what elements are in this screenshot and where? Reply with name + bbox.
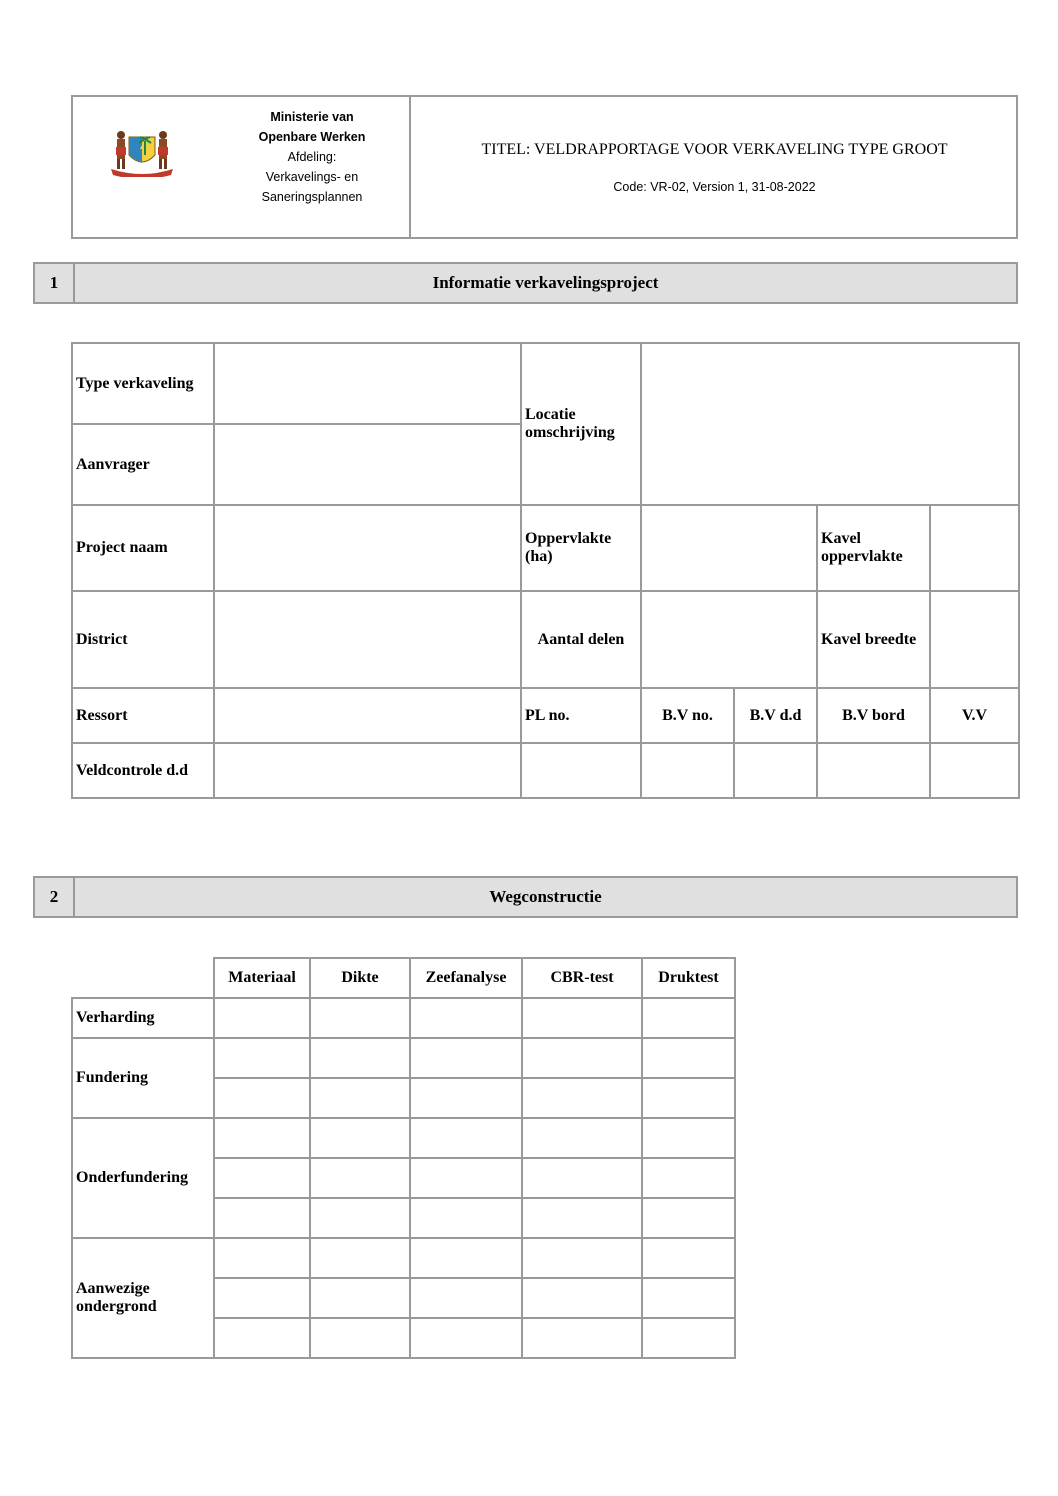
document-code: Code: VR-02, Version 1, 31-08-2022 bbox=[613, 180, 816, 194]
table-cell[interactable] bbox=[214, 1078, 310, 1118]
table-cell[interactable] bbox=[214, 1198, 310, 1238]
table-cell[interactable] bbox=[214, 1238, 310, 1278]
table-cell[interactable] bbox=[522, 1238, 642, 1278]
label-oppervlakte: Oppervlakte (ha) bbox=[521, 505, 641, 591]
column-header: Druktest bbox=[642, 958, 735, 998]
row-label-verharding: Verharding bbox=[72, 998, 214, 1038]
ministry-line: Afdeling: bbox=[287, 150, 337, 164]
label-bv-dd: B.V d.d bbox=[734, 688, 817, 743]
ministry-name bbox=[241, 107, 383, 207]
table-cell[interactable] bbox=[642, 1158, 735, 1198]
table-cell[interactable] bbox=[642, 1198, 735, 1238]
table-cell[interactable] bbox=[214, 1158, 310, 1198]
table-cell[interactable] bbox=[410, 1118, 522, 1158]
row-label-fundering: Fundering bbox=[72, 1038, 214, 1118]
ministry-line: Ministerie van bbox=[270, 110, 354, 124]
table-cell[interactable] bbox=[642, 1238, 735, 1278]
table-cell[interactable] bbox=[214, 998, 310, 1038]
label-locatie: Locatie omschrijving bbox=[521, 343, 641, 505]
table-cell[interactable] bbox=[522, 1158, 642, 1198]
table-cell[interactable] bbox=[410, 1318, 522, 1358]
field-kavel-breedte[interactable] bbox=[930, 591, 1019, 688]
label-vv: V.V bbox=[930, 688, 1019, 743]
section-number: 2 bbox=[35, 878, 75, 916]
field-project-naam[interactable] bbox=[214, 505, 521, 591]
column-header: Dikte bbox=[310, 958, 410, 998]
label-bv-no: B.V no. bbox=[641, 688, 734, 743]
label-type-verkaveling: Type verkaveling bbox=[72, 343, 214, 424]
field-bv-bord[interactable] bbox=[817, 743, 930, 798]
field-aanvrager[interactable] bbox=[214, 424, 521, 505]
field-oppervlakte[interactable] bbox=[641, 505, 817, 591]
table-cell[interactable] bbox=[522, 1078, 642, 1118]
label-pl-no: PL no. bbox=[521, 688, 641, 743]
table-cell[interactable] bbox=[410, 1078, 522, 1118]
table-cell[interactable] bbox=[522, 1118, 642, 1158]
field-pl-no[interactable] bbox=[521, 743, 641, 798]
coat-of-arms-icon bbox=[107, 125, 177, 177]
table-cell[interactable] bbox=[410, 1038, 522, 1078]
table-cell[interactable] bbox=[410, 1198, 522, 1238]
ministry-line: Verkavelings- en bbox=[265, 170, 359, 184]
table-cell[interactable] bbox=[310, 998, 410, 1038]
table-cell[interactable] bbox=[310, 1038, 410, 1078]
row-label-aanwezige-ondergrond: Aanwezige ondergrond bbox=[72, 1238, 214, 1358]
section-title: Wegconstructie bbox=[489, 887, 602, 906]
column-header: Zeefanalyse bbox=[410, 958, 522, 998]
project-info-table bbox=[71, 342, 1020, 799]
table-cell[interactable] bbox=[410, 1278, 522, 1318]
label-aanvrager: Aanvrager bbox=[72, 424, 214, 505]
table-cell[interactable] bbox=[310, 1238, 410, 1278]
row-label-onderfundering: Onderfundering bbox=[72, 1118, 214, 1238]
table-cell[interactable] bbox=[642, 1118, 735, 1158]
table-cell[interactable] bbox=[214, 1278, 310, 1318]
section-title: Informatie verkavelingsproject bbox=[432, 273, 659, 292]
table-cell[interactable] bbox=[214, 1038, 310, 1078]
table-cell[interactable] bbox=[310, 1198, 410, 1238]
table-cell[interactable] bbox=[642, 1078, 735, 1118]
label-kavel-breedte: Kavel breedte bbox=[817, 591, 930, 688]
table-cell[interactable] bbox=[214, 1118, 310, 1158]
field-kavel-oppervlakte[interactable] bbox=[930, 505, 1019, 591]
field-district[interactable] bbox=[214, 591, 521, 688]
label-kavel-oppervlakte: Kavel oppervlakte bbox=[817, 505, 930, 591]
field-veldcontrole[interactable] bbox=[214, 743, 521, 798]
table-cell[interactable] bbox=[310, 1318, 410, 1358]
table-cell[interactable] bbox=[214, 1318, 310, 1358]
table-cell[interactable] bbox=[522, 1038, 642, 1078]
table-cell[interactable] bbox=[310, 1118, 410, 1158]
field-bv-dd[interactable] bbox=[734, 743, 817, 798]
ministry-line: Openbare Werken bbox=[258, 130, 366, 144]
field-locatie[interactable] bbox=[641, 343, 1019, 505]
road-construction-table bbox=[71, 957, 736, 1359]
field-aantal-delen[interactable] bbox=[641, 591, 817, 688]
column-header: Materiaal bbox=[214, 958, 310, 998]
document-title: TITEL: VELDRAPPORTAGE VOOR VERKAVELING TYPE GROOT bbox=[481, 141, 948, 158]
table-cell[interactable] bbox=[410, 1238, 522, 1278]
field-type-verkaveling[interactable] bbox=[214, 343, 521, 424]
section-1-bar bbox=[33, 262, 1018, 304]
section-2-bar bbox=[33, 876, 1018, 918]
table-cell[interactable] bbox=[522, 1318, 642, 1358]
table-cell[interactable] bbox=[642, 1038, 735, 1078]
table-cell[interactable] bbox=[410, 998, 522, 1038]
table-cell[interactable] bbox=[310, 1158, 410, 1198]
field-vv[interactable] bbox=[930, 743, 1019, 798]
table-cell[interactable] bbox=[642, 1278, 735, 1318]
field-ressort[interactable] bbox=[214, 688, 521, 743]
document-header bbox=[71, 95, 1018, 239]
table-cell[interactable] bbox=[642, 998, 735, 1038]
header-divider bbox=[409, 97, 411, 237]
ministry-line: Saneringsplannen bbox=[261, 190, 363, 204]
table-cell[interactable] bbox=[310, 1078, 410, 1118]
corner-cell bbox=[72, 958, 214, 998]
table-cell[interactable] bbox=[522, 1278, 642, 1318]
label-aantal-delen: Aantal delen bbox=[521, 591, 641, 688]
label-district: District bbox=[72, 591, 214, 688]
label-bv-bord: B.V bord bbox=[817, 688, 930, 743]
label-ressort: Ressort bbox=[72, 688, 214, 743]
label-veldcontrole: Veldcontrole d.d bbox=[72, 743, 214, 798]
column-header: CBR-test bbox=[522, 958, 642, 998]
section-number: 1 bbox=[35, 264, 75, 302]
table-cell[interactable] bbox=[642, 1318, 735, 1358]
table-cell[interactable] bbox=[522, 998, 642, 1038]
field-bv-no[interactable] bbox=[641, 743, 734, 798]
table-cell[interactable] bbox=[310, 1278, 410, 1318]
table-cell[interactable] bbox=[522, 1198, 642, 1238]
label-project-naam: Project naam bbox=[72, 505, 214, 591]
table-cell[interactable] bbox=[410, 1158, 522, 1198]
